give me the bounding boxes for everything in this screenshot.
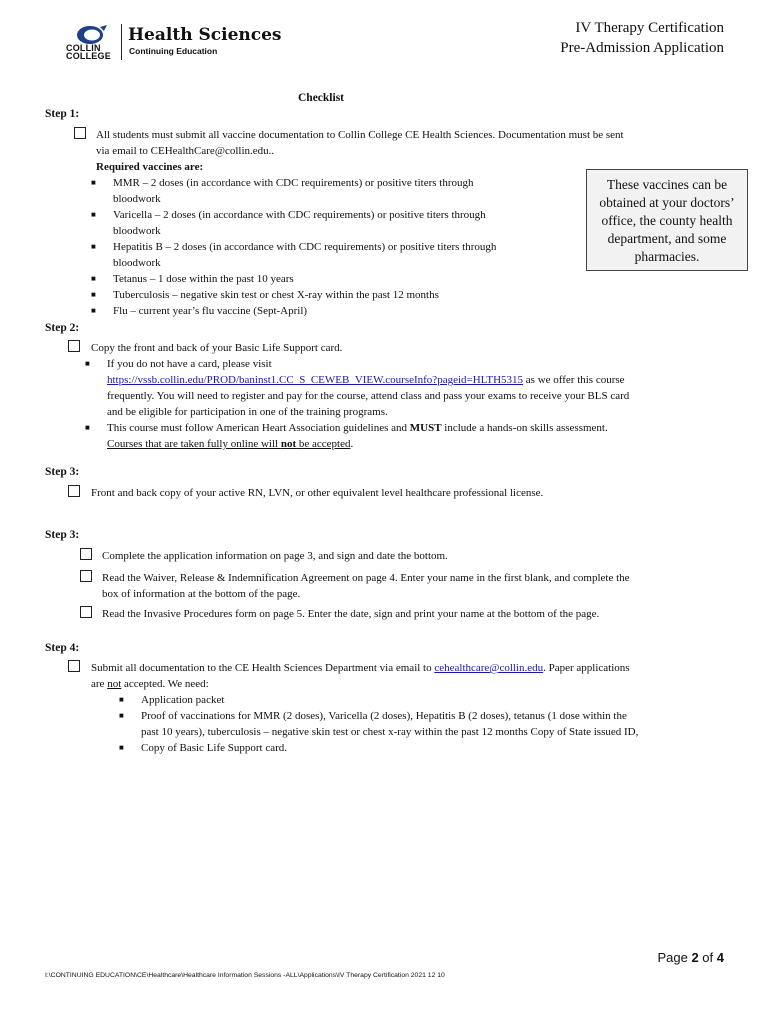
vaccine-item: ■ Flu – current year’s flu vaccine (Sept-April) — [91, 305, 308, 317]
checklist-title: Checklist — [298, 92, 344, 104]
logo-subtitle: Continuing Education — [129, 46, 218, 56]
document-title: IV Therapy Certification — [575, 20, 724, 36]
logo-title: Health Sciences — [128, 25, 282, 45]
step2-text: Copy the front and back of your Basic Life Support card. — [91, 342, 343, 354]
page-number: Page 2 of 4 — [657, 950, 724, 965]
step3b-checkbox[interactable] — [80, 548, 92, 560]
bls-bullet-cont: and be eligible for participation in one of the training programs. — [107, 406, 388, 418]
aha-bullet-cont: Courses that are taken fully online will not be accepted. — [107, 438, 354, 450]
logo-divider — [121, 24, 122, 60]
need-item: ■ Copy of Basic Life Support card. — [119, 742, 288, 754]
vaccine-callout-box: These vaccines can be obtained at your doctors’ office, the county health department, and some pharmacies. — [586, 169, 748, 271]
need-item-cont: past 10 years), tuberculosis – negative skin test or chest x-ray within the past 12 months Copy of State issued ID, — [141, 726, 639, 738]
required-vaccines-heading: Required vaccines are: — [96, 161, 204, 173]
step1-checkbox[interactable] — [74, 127, 86, 139]
step3a-checkbox[interactable] — [68, 485, 80, 497]
ce-email-link[interactable]: cehealthcare@collin.edu — [434, 662, 544, 674]
bls-bullet: ■ If you do not have a card, please visit — [85, 358, 272, 370]
vaccine-item-cont: bloodwork — [113, 257, 161, 269]
vaccine-item: ■ Hepatitis B – 2 doses (in accordance with CDC requirements) or positive titers through — [91, 241, 497, 253]
footer-file-path: I:\CONTINUING EDUCATION\CE\Healthcare\Healthcare Information Sessions -ALL\Applications\IV Therapy Certification 2021 12 10 — [45, 972, 445, 979]
bls-bullet-cont: frequently. You will need to register and pay for the course, attend class and pass your exams to receive your BLS card — [107, 390, 630, 402]
step3b-checkbox[interactable] — [80, 570, 92, 582]
step3b-item: Complete the application information on page 3, and sign and date the bottom. — [102, 550, 448, 562]
need-item: ■ Proof of vaccinations for MMR (2 doses), Varicella (2 doses), Hepatitis B (2 doses), tetanus (1 dose within the — [119, 710, 627, 722]
bls-link-line: https://vssb.collin.edu/PROD/baninst1.CC_S_CEWEB_VIEW.courseInfo?pageid=HLTH5315 as we offer this course — [107, 374, 625, 386]
vaccine-item-cont: bloodwork — [113, 225, 161, 237]
step4-label: Step 4: — [45, 642, 80, 654]
step4-text: Submit all documentation to the CE Health Sciences Department via email to cehealthcare@collin.edu. Paper applications — [91, 662, 630, 674]
step3b-item-cont: box of information at the bottom of the page. — [102, 588, 301, 600]
document-subtitle: Pre-Admission Application — [560, 40, 724, 56]
bls-course-link[interactable]: https://vssb.collin.edu/PROD/baninst1.CC_S_CEWEB_VIEW.courseInfo?pageid=HLTH5315 — [107, 374, 524, 386]
step3a-label: Step 3: — [45, 466, 80, 478]
step1-intro-line2: via email to CEHealthCare@collin.edu.. — [96, 145, 275, 157]
step3b-item: Read the Waiver, Release & Indemnification Agreement on page 4. Enter your name in the first blank, and complete the — [102, 572, 630, 584]
step1-label: Step 1: — [45, 108, 80, 120]
step2-checkbox[interactable] — [68, 340, 80, 352]
step3b-item: Read the Invasive Procedures form on page 5. Enter the date, sign and print your name at the bottom of the page. — [102, 608, 600, 620]
need-item: ■ Application packet — [119, 694, 225, 706]
step2-label: Step 2: — [45, 322, 80, 334]
aha-bullet: ■ This course must follow American Heart Association guidelines and MUST include a hands-on skills assessment. — [85, 422, 608, 434]
logo-college-name: COLLIN COLLEGE — [66, 43, 111, 61]
step3b-label: Step 3: — [45, 529, 80, 541]
vaccine-item: ■ Tuberculosis – negative skin test or chest X-ray within the past 12 months — [91, 289, 439, 301]
step4-text-cont: are not accepted. We need: — [91, 678, 209, 690]
step3a-text: Front and back copy of your active RN, LVN, or other equivalent level healthcare professional license. — [91, 487, 544, 499]
step4-checkbox[interactable] — [68, 660, 80, 672]
step1-intro-line1: All students must submit all vaccine documentation to Collin College CE Health Sciences. Documentation must be sent — [96, 129, 624, 141]
vaccine-item: ■ MMR – 2 doses (in accordance with CDC requirements) or positive titers through — [91, 177, 474, 189]
step3b-checkbox[interactable] — [80, 606, 92, 618]
vaccine-item: ■ Varicella – 2 doses (in accordance with CDC requirements) or positive titers through — [91, 209, 486, 221]
vaccine-item-cont: bloodwork — [113, 193, 161, 205]
vaccine-item: ■ Tetanus – 1 dose within the past 10 years — [91, 273, 294, 285]
